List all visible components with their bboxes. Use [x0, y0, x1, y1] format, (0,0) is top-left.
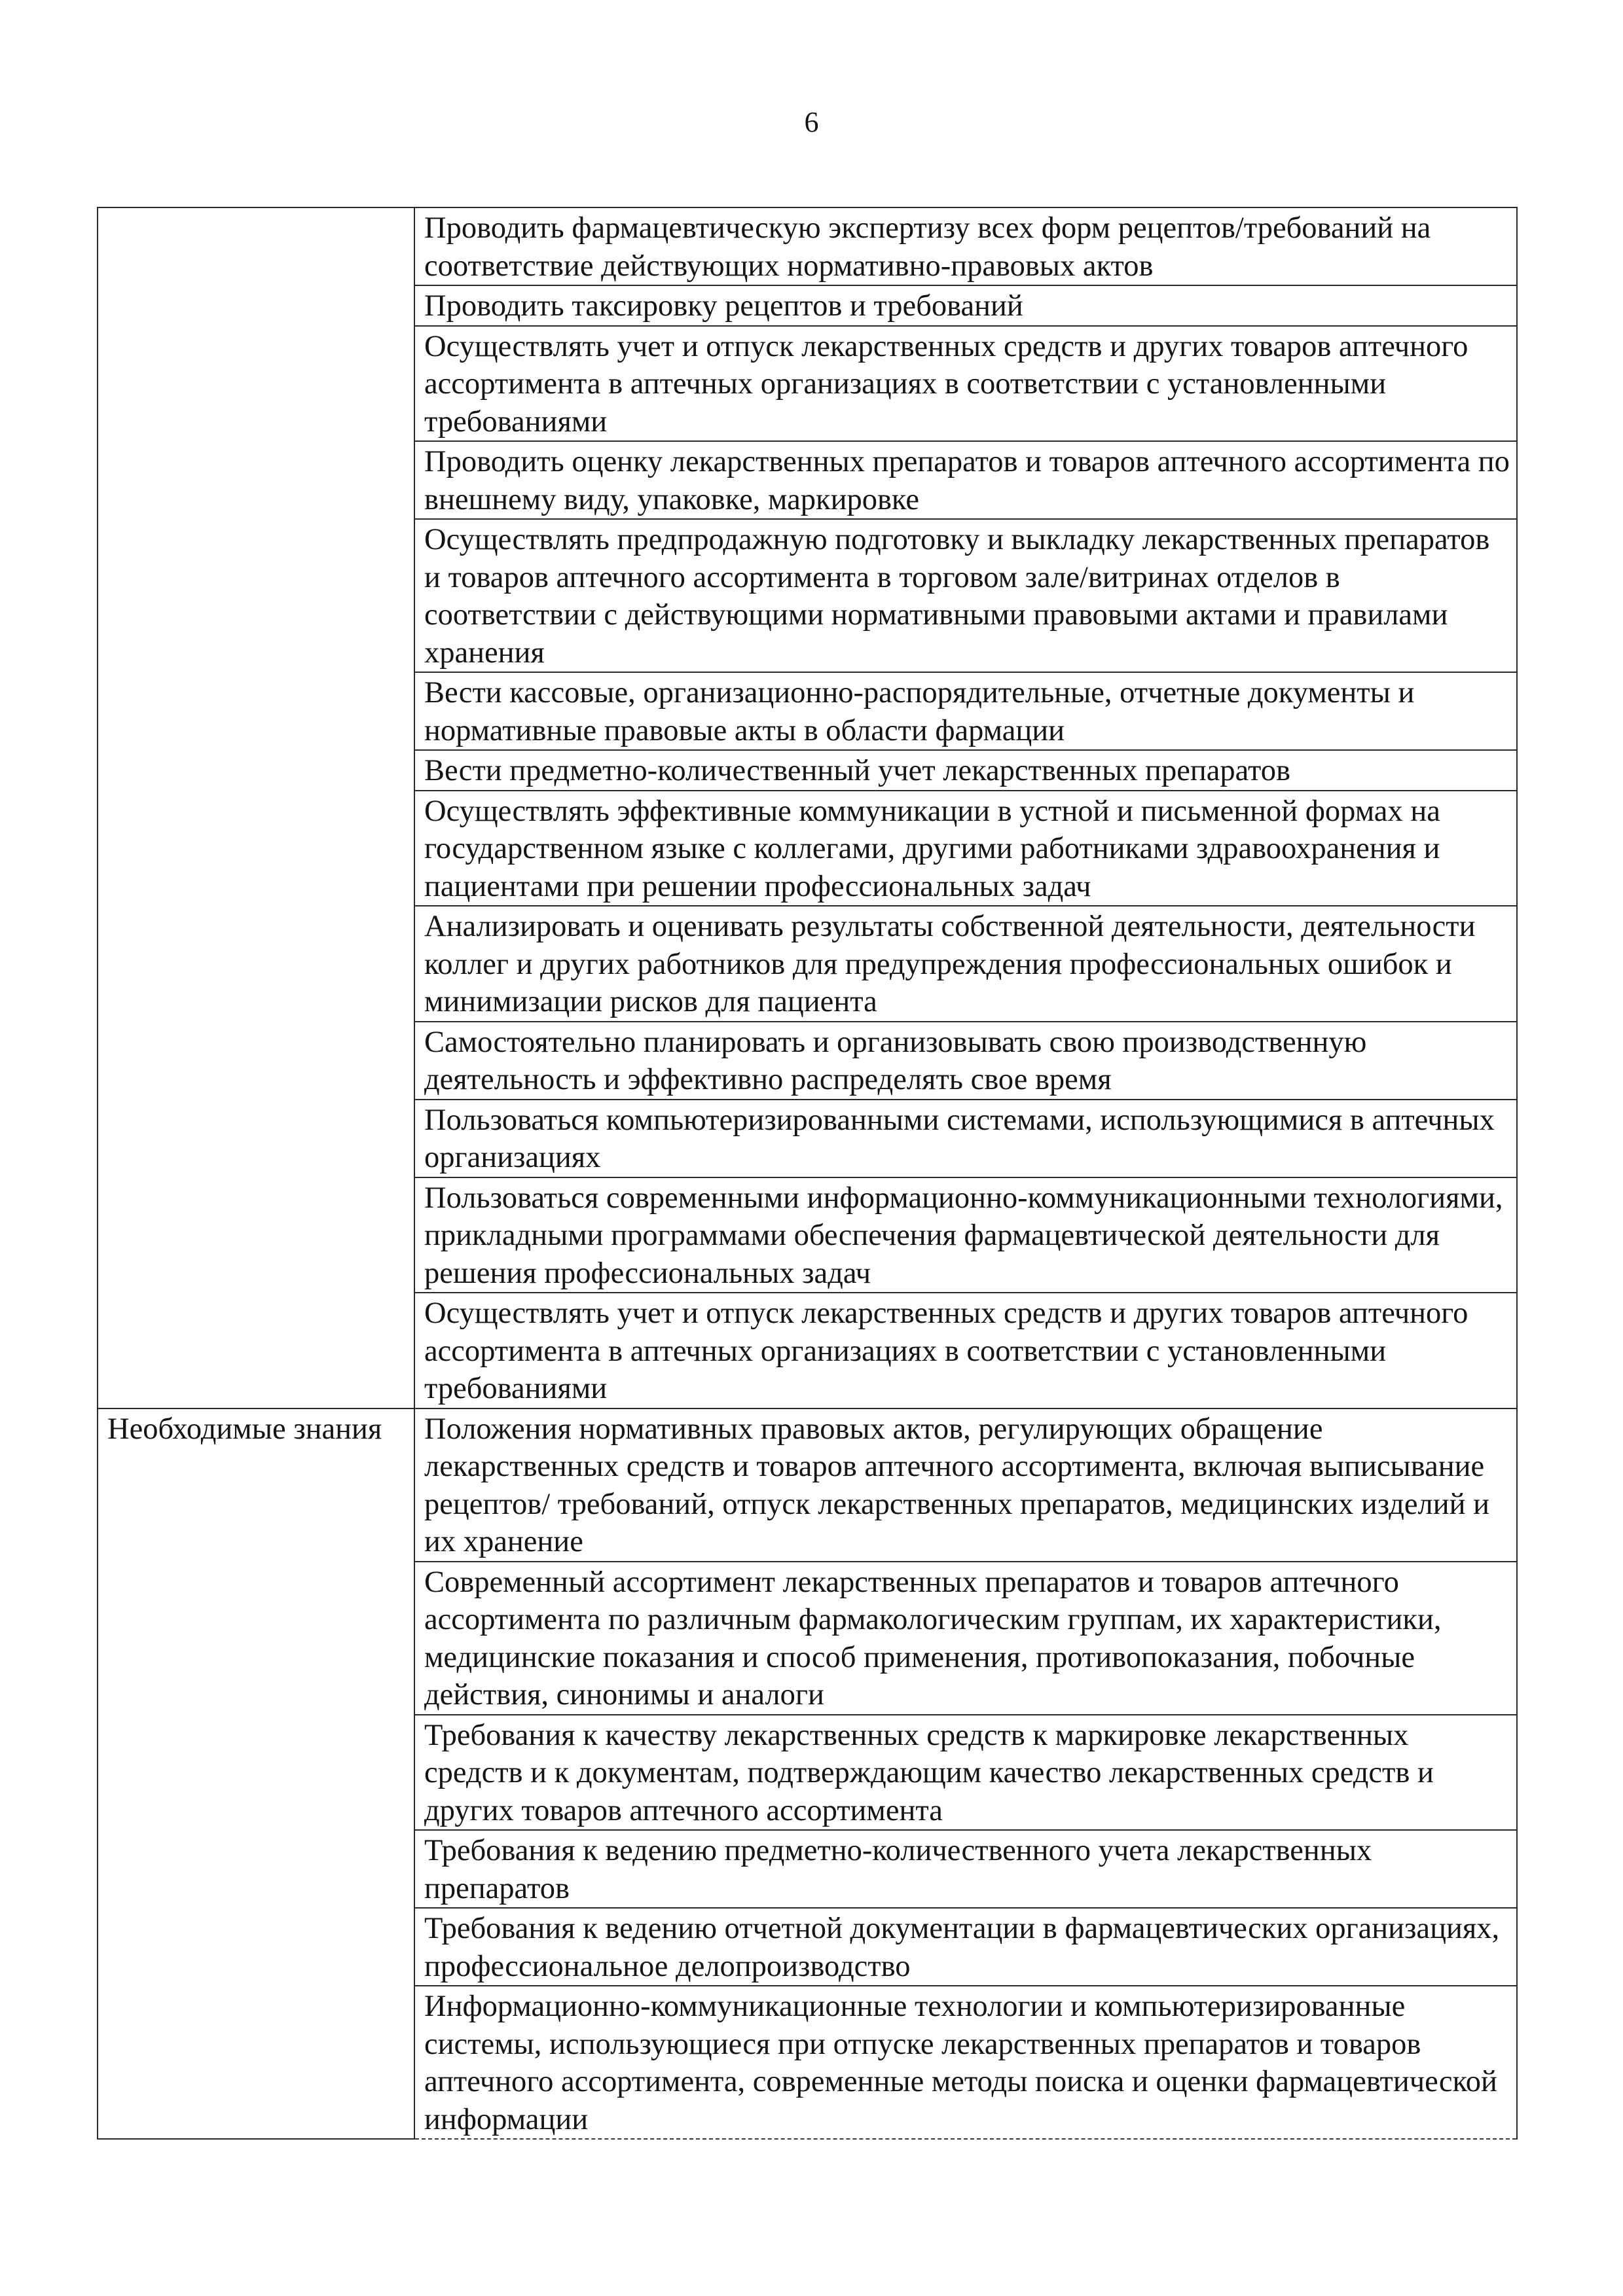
table-cell: Проводить таксировку рецептов и требований: [414, 285, 1517, 326]
table-cell: Пользоваться современными информационно-коммуникационными технологиями, прикладными программами обеспечения фармацевтической деятельности для решения профессиональных задач: [414, 1177, 1517, 1293]
table-cell: Современный ассортимент лекарственных препаратов и товаров аптечного ассортимента по различным фармакологическим группам, их характеристики, медицинские показания и способ применения, противопоказания, побочные действия, синонимы и аналоги: [414, 1562, 1517, 1715]
table-cell: Требования к ведению отчетной документации в фармацевтических организациях, профессиональное делопроизводство: [414, 1908, 1517, 1986]
table-cell: Положения нормативных правовых актов, регулирующих обращение лекарственных средств и товаров аптечного ассортимента, включая выписывание рецептов/ требований, отпуск лекарственных препаратов, медицинских изделий и их хранение: [414, 1408, 1517, 1562]
table-cell: Анализировать и оценивать результаты собственной деятельности, деятельности коллег и других работников для предупреждения профессиональных ошибок и минимизации рисков для пациента: [414, 906, 1517, 1022]
table-cell: Информационно-коммуникационные технологии и компьютеризированные системы, использующиеся при отпуске лекарственных препаратов и товаров аптечного ассортимента, современные методы поиска и оценки фармацевтической информации: [414, 1986, 1517, 2139]
table-cell: Требования к ведению предметно-количественного учета лекарственных препаратов: [414, 1830, 1517, 1908]
table-cell: Осуществлять эффективные коммуникации в устной и письменной формах на государственном языке с коллегами, другими работниками здравоохранения и пациентами при решении профессиональных задач: [414, 791, 1517, 906]
table-cell: Вести предметно-количественный учет лекарственных препаратов: [414, 750, 1517, 791]
table-cell: Требования к качеству лекарственных средств к маркировке лекарственных средств и к документам, подтверждающим качество лекарственных средств и других товаров аптечного ассортимента: [414, 1715, 1517, 1831]
table-cell: Осуществлять учет и отпуск лекарственных средств и других товаров аптечного ассортимента в аптечных организациях в соответствии с установленными требованиями: [414, 1293, 1517, 1408]
table-row: [98, 1408, 1517, 1562]
table-cell: Осуществлять предпродажную подготовку и выкладку лекарственных препаратов и товаров аптечного ассортимента в торговом зале/витринах отделов в соответствии с действующими нормативными правовыми актами и правилами хранения: [414, 519, 1517, 672]
competency-table: [97, 207, 1518, 2140]
table-row: [98, 207, 1517, 285]
table-cell: Проводить оценку лекарственных препаратов и товаров аптечного ассортимента по внешнему виду, упаковке, маркировке: [414, 441, 1517, 519]
table-cell: Проводить фармацевтическую экспертизу всех форм рецептов/требований на соответствие действующих нормативно-правовых актов: [414, 207, 1517, 285]
page-number: 6: [804, 106, 819, 138]
section-label: Необходимые знания: [98, 1408, 414, 2140]
section-label: [98, 207, 414, 1408]
table-cell: Вести кассовые, организационно-распорядительные, отчетные документы и нормативные правовые акты в области фармации: [414, 672, 1517, 750]
table-cell: Самостоятельно планировать и организовывать свою производственную деятельность и эффективно распределять свое время: [414, 1022, 1517, 1100]
table-cell: Осуществлять учет и отпуск лекарственных средств и других товаров аптечного ассортимента в аптечных организациях в соответствии с установленными требованиями: [414, 326, 1517, 442]
table-cell: Пользоваться компьютеризированными системами, использующимися в аптечных организациях: [414, 1100, 1517, 1177]
